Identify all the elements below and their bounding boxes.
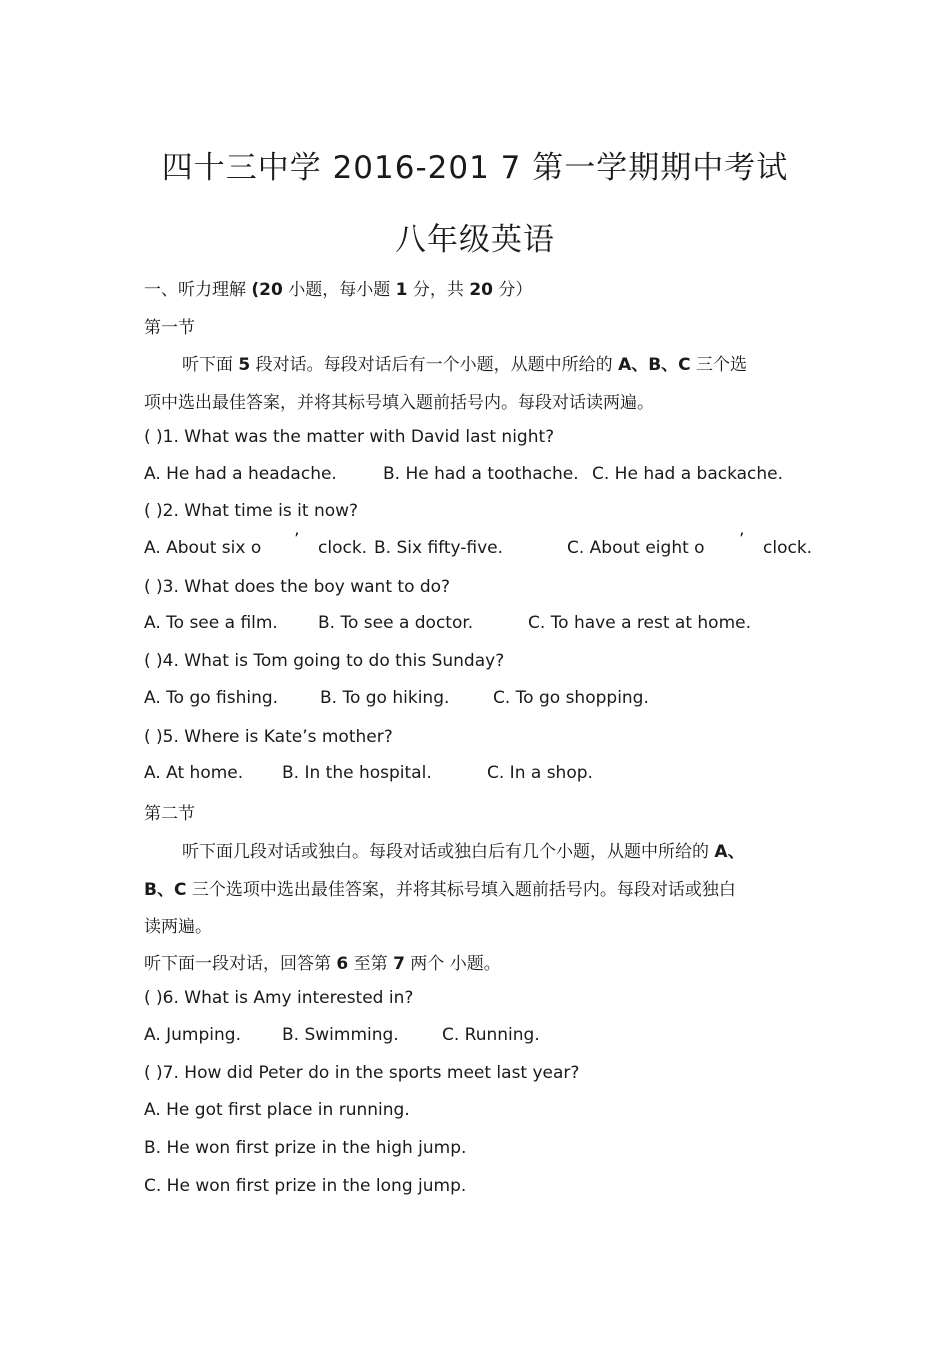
q2-apostrophe-2: ’: [739, 530, 745, 550]
section2-instructions-line1: 听下面几段对话或独白。每段对话或独白后有几个小题，从题中所给的 A、: [182, 842, 745, 862]
q1-option-c: C. He had a backache.: [592, 464, 784, 484]
q3-option-c: C. To have a rest at home.: [528, 613, 752, 633]
q1-option-a: A. He had a headache.: [144, 464, 337, 484]
q5-option-b: B. In the hospital.: [282, 763, 432, 783]
question-1: ( )1. What was the matter with David last night?: [144, 427, 555, 447]
q7-option-b: B. He won first prize in the high jump.: [144, 1138, 467, 1158]
question-5: ( )5. Where is Kate’s mother?: [144, 727, 393, 747]
q7-option-c: C. He won first prize in the long jump.: [144, 1176, 467, 1196]
q2-option-c-part2: clock.: [763, 538, 813, 558]
question-4: ( )4. What is Tom going to do this Sunday?: [144, 651, 505, 671]
question-2: ( )2. What time is it now?: [144, 501, 359, 521]
q1-option-b: B. He had a toothache.: [383, 464, 579, 484]
section1-heading: 第一节: [144, 318, 195, 338]
question-3: ( )3. What does the boy want to do?: [144, 577, 451, 597]
section2-heading: 第二节: [144, 804, 195, 824]
q6-option-b: B. Swimming.: [282, 1025, 399, 1045]
q4-option-c: C. To go shopping.: [493, 688, 649, 708]
q6-option-c: C. Running.: [442, 1025, 540, 1045]
question-7: ( )7. How did Peter do in the sports meet last year?: [144, 1063, 580, 1083]
q2-apostrophe-1: ’: [294, 530, 300, 550]
section1-instructions-line1: 听下面 5 段对话。每段对话后有一个小题，从题中所给的 A、B、C 三个选: [182, 355, 748, 375]
q6-option-a: A. Jumping.: [144, 1025, 241, 1045]
q3-option-a: A. To see a film.: [144, 613, 278, 633]
exam-title: 四十三中学 2016-201 7 第一学期期中考试: [161, 150, 789, 186]
exam-subtitle: 八年级英语: [395, 222, 555, 258]
section2-instructions-line3: 读两遍。: [144, 917, 212, 937]
section1-instructions-line2: 项中选出最佳答案，并将其标号填入题前括号内。每段对话读两遍。: [144, 393, 654, 413]
section2-instructions-line2: B、C 三个选项中选出最佳答案，并将其标号填入题前括号内。每段对话或独白: [144, 880, 736, 900]
q3-option-b: B. To see a doctor.: [318, 613, 474, 633]
q2-option-b: B. Six fifty-five.: [374, 538, 504, 558]
q2-option-a-part2: clock.: [318, 538, 368, 558]
q7-option-a: A. He got first place in running.: [144, 1100, 410, 1120]
q4-option-b: B. To go hiking.: [320, 688, 450, 708]
q4-option-a: A. To go fishing.: [144, 688, 279, 708]
q5-option-a: A. At home.: [144, 763, 244, 783]
q5-option-c: C. In a shop.: [487, 763, 593, 783]
question-6: ( )6. What is Amy interested in?: [144, 988, 414, 1008]
q2-option-c-part1: C. About eight o: [567, 538, 705, 558]
q2-option-a-part1: A. About six o: [144, 538, 262, 558]
part1-heading: 一、听力理解 (20 小题，每小题 1 分，共 20 分）: [144, 280, 533, 300]
sub-instructions: 听下面一段对话，回答第 6 至第 7 两个 小题。: [144, 954, 501, 974]
